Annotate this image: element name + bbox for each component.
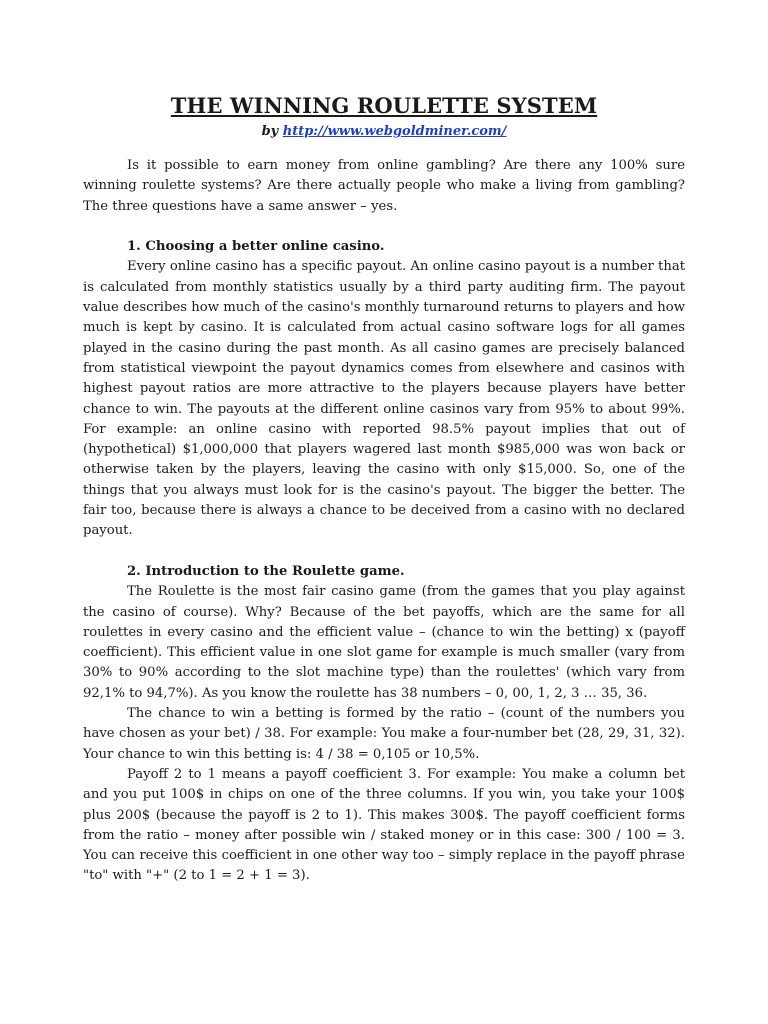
- section-2-heading: 2. Introduction to the Roulette game.: [127, 563, 405, 579]
- section-2-paragraph-3: Payoff 2 to 1 means a payoff coefficient 3. For example: You make a column bet and you put 100$ in chips on one of the three columns. If you win, you take your 100$ plus 200$ (because the payoff is 2 to 1). This makes 300$. The payoff coefficient forms from the ratio – money after possible win / staked money or in this case: 300 / 100 = 3. You can receive this coefficient in one other way too – simply replace in the payoff phrase "to" with "+" (2 to 1 = 2 + 1 = 3).: [83, 766, 685, 884]
- section-2-paragraph-1: The Roulette is the most fair casino game (from the games that you play against the casino of course). Why? Because of the bet payoffs, which are the same for all roulettes in every casino and the efficient value – (chance to win the betting) x (payoff coefficient). This efficient value in one slot game for example is much smaller (vary from 30% to 90% according to the slot machine type) than the roulettes' (which vary from 92,1% to 94,7%). As you know the roulette has 38 numbers – 0, 00, 1, 2, 3 … 35, 36.: [83, 584, 685, 701]
- source-link[interactable]: http://www.webgoldminer.com/: [282, 124, 507, 139]
- intro-paragraph: Is it possible to earn money from online gambling? Are there any 100% sure winning roulette systems? Are there actually people who make a living from gambling? The three questions have a same answer – yes.: [83, 158, 685, 214]
- document-body: [83, 156, 685, 887]
- section-2-paragraph-2: The chance to win a betting is formed by the ratio – (count of the numbers you have chosen as your bet) / 38. For example: You make a four-number bet (28, 29, 31, 32). Your chance to win this betting is: 4 / 38 = 0,105 or 10,5%.: [83, 706, 685, 762]
- section-1-heading: 1. Choosing a better online casino.: [127, 239, 385, 255]
- section-1-paragraph: Every online casino has a specific payout. An online casino payout is a number that is calculated from monthly statistics usually by a third party auditing firm. The payout value describes how much of the casino's monthly turnaround returns to players and how much is kept by casino. It is calculated from actual casino software logs for all games played in the casino during the past month. As all casino games are precisely balanced from statistical viewpoint the payout dynamics comes from elsewhere and casinos with highest payout ratios are more attractive to the players because players have better chance to win. The payouts at the different online casinos vary from 95% to about 99%. For example: an online casino with reported 98.5% payout implies that out of (hypothetical) $1,000,000 that players wagered last month $985,000 was won back or otherwise taken by the players, leaving the casino with only $15,000. So, one of the things that you always must look for is the casino's payout. The bigger the better. The fair too, because there is always a chance to be deceived from a casino with no declared payout.: [83, 259, 685, 539]
- byline-prefix: by: [261, 124, 283, 139]
- byline: [0, 124, 768, 139]
- page-title: THE WINNING ROULETTE SYSTEM: [170, 93, 598, 118]
